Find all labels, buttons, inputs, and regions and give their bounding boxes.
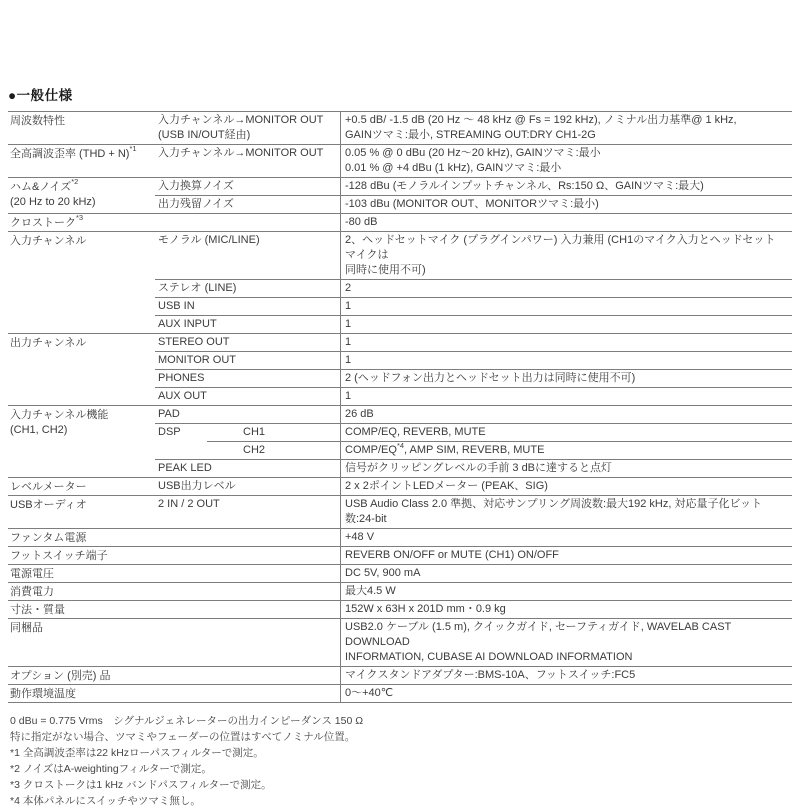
spec-key-cell [8, 315, 155, 333]
spec-subkey-cell [155, 178, 340, 195]
spec-subkey-cell [155, 565, 340, 582]
text-segment: 入力チャンネル→MONITOR OUT [158, 114, 324, 126]
spec-subkey-cell [155, 334, 340, 351]
spec-subkey-cell [155, 297, 340, 315]
text-segment: 全高調波歪率 (THD + N) [10, 147, 130, 160]
text-segment: 26 dB [345, 408, 374, 420]
spec-key-text [10, 687, 153, 702]
text-segment: 電源電圧 [10, 567, 54, 580]
text-segment: 1 [345, 336, 352, 348]
text-segment: (20 Hz to 20 kHz) [10, 195, 96, 208]
spec-key-text [10, 549, 153, 564]
text-segment: クロストーク [10, 216, 76, 229]
text-segment: 信号がクリッピングレベルの手前 3 dBに達すると点灯 [345, 462, 613, 474]
text-segment: INFORMATION, CUBASE AI DOWNLOAD INFORMATION [345, 651, 633, 663]
spec-row [8, 195, 792, 213]
text-segment: (USB IN/OUT経由) [158, 129, 251, 141]
text-segment: フットスイッチ端子 [10, 549, 108, 562]
text-segment: -80 dB [345, 216, 378, 228]
spec-subkey-text [155, 424, 207, 441]
spec-key-cell [8, 423, 155, 441]
spec-subkey-cell [155, 232, 340, 279]
spec-row [8, 684, 792, 702]
text-segment: PHONES [158, 372, 205, 384]
spec-key-cell [8, 177, 155, 208]
spec-key-text [10, 144, 153, 162]
text-segment: GAINツマミ:最小, STREAMING OUT:DRY CH1-2G [345, 129, 596, 141]
footnote-marker: *4 [396, 440, 405, 450]
spec-key-cell [8, 529, 155, 546]
text-segment: PAD [158, 408, 180, 420]
text-segment: PEAK LED [158, 462, 212, 474]
spec-row [8, 666, 792, 684]
spec-subkey-cell [155, 214, 340, 231]
spec-subkey-cell [155, 369, 340, 387]
spec-subkey-cell [155, 195, 340, 213]
spec-value-cell [340, 195, 792, 213]
spec-value-cell [340, 351, 792, 369]
spec-value-cell [340, 214, 792, 231]
spec-key-cell [8, 232, 155, 279]
text-segment: 0〜+40℃ [345, 687, 394, 699]
spec-row [8, 459, 792, 477]
spec-value-cell [340, 279, 792, 297]
text-segment: COMP/EQ [345, 444, 397, 456]
spec-subkey-cell [155, 529, 340, 546]
spec-key-text [10, 234, 153, 249]
text-segment: COMP/EQ, REVERB, MUTE [345, 426, 486, 438]
text-segment: CH1 [243, 426, 266, 438]
text-segment: 152W x 63H x 201D mm・0.9 kg [345, 603, 506, 615]
spec-subkey-cell [155, 112, 340, 144]
spec-subkey-cell [155, 145, 340, 177]
text-segment: MONITOR OUT [158, 354, 237, 366]
text-segment: USB出力レベル [158, 480, 236, 492]
spec-key-text [10, 114, 153, 129]
spec-key-text [10, 336, 153, 351]
text-segment: 1 [345, 318, 352, 330]
spec-key-cell [8, 478, 155, 495]
page-title: ●一般仕様 [8, 88, 73, 103]
spec-subkey-cell [155, 685, 340, 702]
spec-row [8, 369, 792, 387]
spec-subkey-cell [155, 387, 340, 405]
spec-value-cell [340, 583, 792, 600]
text-segment: REVERB ON/OFF or MUTE (CH1) ON/OFF [345, 549, 559, 561]
text-segment: -128 dBu (モノラルインプットチャンネル、Rs:150 Ω、GAINツマミ:最大) [345, 180, 704, 192]
text-segment: 1 [345, 354, 352, 366]
spec-subkey-text [155, 441, 207, 459]
spec-row [8, 528, 792, 546]
text-segment: 出力残留ノイズ [158, 198, 234, 210]
footnote-marker: *1 [129, 144, 137, 154]
spec-row [8, 144, 792, 177]
spec-subkey-cell [155, 583, 340, 600]
text-segment: , AMP SIM, REVERB, MUTE [404, 444, 545, 456]
spec-row [8, 387, 792, 405]
spec-value-cell [340, 145, 792, 177]
spec-value-cell [340, 406, 792, 423]
text-segment: 動作環境温度 [10, 687, 76, 700]
spec-key-text [10, 585, 153, 600]
spec-key-cell [8, 685, 155, 702]
text-segment: マイクスタンドアダプター:BMS-10A、フットスイッチ:FC5 [345, 669, 636, 681]
spec-key-text [10, 531, 153, 546]
text-segment: 入力チャンネル機能 [10, 408, 109, 421]
spec-key-cell [8, 601, 155, 618]
footnote-marker: *3 [76, 213, 84, 223]
footnote-line: *1 全高調波歪率は22 kHzローパスフィルターで測定。 [10, 747, 264, 759]
text-segment: 0.05 % @ 0 dBu (20 Hz〜20 kHz), GAINツマミ:最小 [345, 147, 601, 159]
spec-key-text [10, 213, 153, 231]
spec-row [8, 546, 792, 564]
spec-key-cell [8, 619, 155, 666]
spec-value-cell [340, 619, 792, 666]
text-segment: USB2.0 ケーブル (1.5 m), クイックガイド, セーフティガイド, WAVELAB CAST DOWNLOAD [345, 621, 732, 648]
text-segment: 2 IN / 2 OUT [158, 498, 220, 510]
spec-row [8, 477, 792, 495]
spec-key-cell [8, 496, 155, 528]
text-segment: (CH1, CH2) [10, 423, 68, 436]
spec-key-cell [8, 547, 155, 564]
spec-row [8, 495, 792, 528]
footnote-marker: *2 [71, 177, 79, 187]
spec-channel-text [207, 424, 340, 441]
spec-row [8, 582, 792, 600]
spec-value-cell [340, 565, 792, 582]
spec-value-cell [340, 369, 792, 387]
text-segment: 2 [345, 282, 352, 294]
text-segment: AUX INPUT [158, 318, 217, 330]
spec-value-cell [340, 112, 792, 144]
spec-value-cell [340, 232, 792, 279]
spec-key-text [10, 669, 153, 684]
spec-subkey-cell [155, 496, 340, 528]
spec-value-cell [340, 334, 792, 351]
text-segment: CH2 [243, 444, 266, 456]
spec-row [8, 231, 792, 279]
spec-key-cell [8, 369, 155, 387]
spec-subkey-cell [155, 619, 340, 666]
spec-value-cell [340, 529, 792, 546]
spec-value-cell [340, 478, 792, 495]
spec-row [8, 333, 792, 351]
spec-value-cell [340, 315, 792, 333]
text-segment: 入力換算ノイズ [158, 180, 234, 192]
spec-row [8, 297, 792, 315]
text-segment: 0.01 % @ +4 dBu (1 kHz), GAINツマミ:最小 [345, 162, 562, 174]
text-segment: -103 dBu (MONITOR OUT、MONITORツマミ:最小) [345, 198, 599, 210]
spec-subkey-cell [155, 279, 340, 297]
spec-value-cell [340, 441, 792, 459]
spec-value-cell [340, 423, 792, 441]
footnote-line: *2 ノイズはA-weightingフィルターで測定。 [10, 763, 212, 775]
text-segment: +48 V [345, 531, 375, 543]
spec-subkey-cell [155, 459, 340, 477]
spec-key-cell [8, 279, 155, 297]
spec-row [8, 600, 792, 618]
spec-key-cell [8, 459, 155, 477]
spec-key-cell [8, 583, 155, 600]
text-segment: STEREO OUT [158, 336, 230, 348]
text-segment: 最大4.5 W [345, 585, 396, 597]
spec-row [8, 315, 792, 333]
text-segment: オプション (別売) 品 [10, 669, 111, 682]
spec-value-cell [340, 685, 792, 702]
spec-subkey-cell [155, 441, 340, 459]
spec-row [8, 564, 792, 582]
spec-key-cell [8, 351, 155, 369]
spec-value-cell [340, 297, 792, 315]
spec-subkey-cell [155, 351, 340, 369]
spec-key-cell [8, 112, 155, 144]
spec-value-cell [340, 496, 792, 528]
footnote-line: 0 dBu = 0.775 Vrms シグナルジェネレーターの出力インピーダンス 150 Ω [10, 715, 364, 727]
footnote-line: *4 本体パネルにスイッチやツマミ無し。 [10, 795, 201, 807]
text-segment: AUX OUT [158, 390, 207, 402]
spec-row [8, 351, 792, 369]
spec-key-cell [8, 387, 155, 405]
spec-channel-text [207, 441, 340, 459]
spec-key-cell [8, 214, 155, 231]
spec-key-text [10, 480, 153, 495]
spec-key-cell [8, 667, 155, 684]
footnotes [8, 713, 792, 809]
text-segment: +0.5 dB/ -1.5 dB (20 Hz 〜 48 kHz @ Fs = 192 kHz), ノミナル出力基準@ 1 kHz, [345, 114, 737, 126]
spec-key-text [10, 603, 153, 618]
spec-table [8, 111, 792, 703]
text-segment: 消費電力 [10, 585, 54, 598]
text-segment: USBオーディオ [10, 498, 87, 511]
spec-row [8, 618, 792, 666]
text-segment: ステレオ (LINE) [158, 282, 237, 294]
spec-subkey-cell [155, 423, 340, 441]
text-segment: DSP [158, 426, 181, 438]
text-segment: 周波数特性 [10, 114, 65, 127]
spec-key-text [10, 498, 153, 513]
spec-row [8, 213, 792, 231]
spec-key-cell [8, 441, 155, 459]
spec-subkey-cell [155, 406, 340, 423]
text-segment: モノラル (MIC/LINE) [158, 234, 260, 246]
spec-subkey-cell [155, 667, 340, 684]
text-segment: レベルメーター [10, 480, 87, 493]
text-segment: 寸法・質量 [10, 603, 65, 616]
spec-key-cell [8, 297, 155, 315]
text-segment: 2、ヘッドセットマイク (プラグインパワー) 入力兼用 (CH1のマイク入力とヘッドセットマイクは [345, 234, 776, 261]
spec-value-cell [340, 178, 792, 195]
spec-row [8, 279, 792, 297]
footnote-line: *3 クロストークは1 kHz バンドパスフィルターで測定。 [10, 779, 272, 791]
spec-value-cell [340, 387, 792, 405]
spec-key-cell [8, 406, 155, 436]
spec-value-cell [340, 601, 792, 618]
text-segment: DC 5V, 900 mA [345, 567, 421, 579]
spec-row [8, 111, 792, 144]
spec-value-cell [340, 667, 792, 684]
text-segment: 同梱品 [10, 621, 43, 634]
spec-key-text [10, 621, 153, 636]
text-segment: 2 x 2ポイントLEDメーター (PEAK、SIG) [345, 480, 548, 492]
spec-value-cell [340, 459, 792, 477]
spec-key-cell [8, 565, 155, 582]
text-segment: 出力チャンネル [10, 336, 87, 349]
text-segment: ハム&ノイズ [10, 180, 72, 193]
spec-key-text [10, 567, 153, 582]
footnote-line: 特に指定がない場合、ツマミやフェーダーの位置はすべてノミナル位置。 [10, 731, 356, 743]
text-segment: 1 [345, 300, 352, 312]
text-segment: 同時に使用不可) [345, 264, 426, 276]
text-segment: 2 (ヘッドフォン出力とヘッドセット出力は同時に使用不可) [345, 372, 636, 384]
spec-subkey-cell [155, 478, 340, 495]
text-segment: 1 [345, 390, 352, 402]
spec-row [8, 441, 792, 459]
text-segment: USB IN [158, 300, 195, 312]
text-segment: 入力チャンネル→MONITOR OUT [158, 147, 324, 159]
spec-key-cell [8, 195, 155, 213]
text-segment: USB Audio Class 2.0 準拠、対応サンプリング周波数:最大192 kHz, 対応量子化ビット数:24-bit [345, 498, 763, 525]
spec-subkey-cell [155, 547, 340, 564]
spec-subkey-cell [155, 315, 340, 333]
spec-row [8, 423, 792, 441]
spec-key-cell [8, 334, 155, 351]
spec-key-cell [8, 145, 155, 177]
spec-value-cell [340, 547, 792, 564]
spec-subkey-cell [155, 601, 340, 618]
text-segment: ファンタム電源 [10, 531, 87, 544]
text-segment: 入力チャンネル [10, 234, 87, 247]
